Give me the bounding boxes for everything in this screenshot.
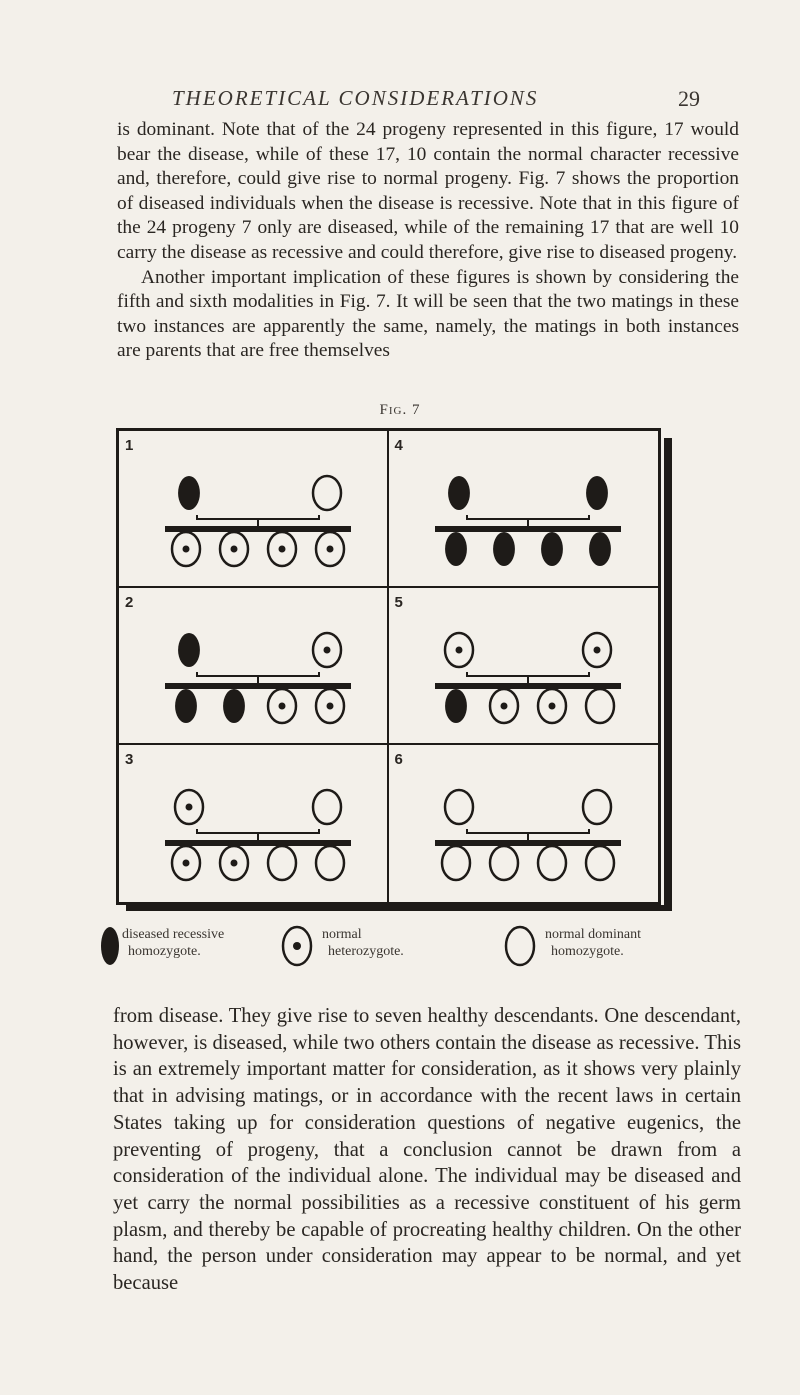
diseased-symbol-icon — [589, 532, 611, 566]
heterozygote-symbol-icon — [220, 532, 248, 566]
heterozygote-symbol-icon — [172, 532, 200, 566]
page-number: 29 — [678, 86, 700, 111]
diseased-symbol-icon — [448, 476, 470, 510]
dominant-symbol-icon — [268, 846, 296, 880]
diseased-symbol-icon — [178, 633, 200, 667]
mating-panel — [389, 588, 659, 745]
paragraph-top — [117, 118, 739, 364]
legend-label-line2: homozygote. — [128, 944, 201, 959]
offspring-bar — [165, 840, 351, 846]
mating-diagram — [389, 588, 659, 745]
mating-panel — [119, 431, 389, 588]
mating-diagram — [119, 588, 389, 745]
figure-caption: Fig. 7 — [379, 402, 421, 418]
diseased-symbol-icon — [586, 476, 608, 510]
legend-label-line2: homozygote. — [551, 944, 624, 959]
legend-label-line1: diseased recessive — [122, 927, 225, 942]
offspring-bar — [435, 683, 621, 689]
dominant-symbol-icon — [490, 846, 518, 880]
mating-panel — [119, 588, 389, 745]
offspring-bar — [435, 526, 621, 532]
mating-panel — [389, 745, 659, 902]
mating-bracket — [467, 515, 589, 527]
dominant-symbol-icon — [313, 790, 341, 824]
dominant-symbol-icon — [313, 476, 341, 510]
mating-bracket — [197, 515, 319, 527]
diseased-symbol-icon — [493, 532, 515, 566]
mating-panel — [119, 745, 389, 902]
panel-number: 6 — [394, 750, 403, 768]
diseased-symbol-icon — [100, 924, 122, 968]
offspring-bar — [165, 683, 351, 689]
panel-number: 3 — [125, 750, 134, 768]
legend-label-line2: heterozygote. — [328, 944, 404, 959]
mating-panel — [389, 431, 659, 588]
heterozygote-symbol-icon — [583, 633, 611, 667]
heterozygote-symbol-icon — [490, 689, 518, 723]
heterozygote-symbol-icon — [313, 633, 341, 667]
figure-7 — [116, 428, 674, 914]
mating-grid — [116, 428, 661, 905]
heterozygote-symbol-icon — [220, 846, 248, 880]
page-header — [0, 86, 800, 116]
mating-diagram — [119, 745, 389, 902]
heterozygote-symbol-icon — [172, 846, 200, 880]
paragraph-top-text-b: Another important implication of these figures is shown by considering the fifth and sixth modalities in Fig. 7. It will be seen that the two matings in these two instances are apparently the same, namely, the matings in both instances are parents that are free themselves — [117, 266, 739, 362]
mating-bracket — [197, 672, 319, 684]
heterozygote-symbol-icon — [175, 790, 203, 824]
figure-shadow-bottom — [126, 905, 672, 911]
dominant-symbol-icon — [586, 689, 614, 723]
heterozygote-symbol-icon — [280, 924, 316, 968]
dominant-symbol-icon — [583, 790, 611, 824]
mating-bracket — [467, 829, 589, 841]
dominant-symbol-icon — [586, 846, 614, 880]
diseased-symbol-icon — [445, 689, 467, 723]
mating-bracket — [197, 829, 319, 841]
legend-label-line1: normal dominant — [545, 927, 642, 942]
dominant-symbol-icon — [316, 846, 344, 880]
heterozygote-symbol-icon — [268, 532, 296, 566]
dominant-symbol-icon — [445, 790, 473, 824]
panel-number: 4 — [394, 437, 403, 454]
diseased-symbol-icon — [223, 689, 245, 723]
heterozygote-symbol-icon — [445, 633, 473, 667]
heterozygote-symbol-icon — [538, 689, 566, 723]
heterozygote-symbol-icon — [268, 689, 296, 723]
panel-number: 1 — [125, 437, 134, 454]
panel-number: 2 — [125, 593, 134, 611]
diseased-symbol-icon — [541, 532, 563, 566]
legend-label-line1: normal — [322, 927, 362, 942]
offspring-bar — [435, 840, 621, 846]
dominant-symbol-icon — [538, 846, 566, 880]
diseased-symbol-icon — [175, 689, 197, 723]
dominant-symbol-icon — [442, 846, 470, 880]
panel-number: 5 — [394, 593, 403, 611]
mating-bracket — [467, 672, 589, 684]
legend — [100, 920, 700, 980]
offspring-bar — [165, 526, 351, 532]
running-title: THEORETICAL CONSIDERATIONS — [172, 86, 539, 110]
diseased-symbol-icon — [445, 532, 467, 566]
figure-shadow-right — [664, 438, 672, 908]
paragraph-bottom: from disease. They give rise to seven healthy descendants. One descendant, however, is diseased, while two others contain the disease as recessive. This is an extremely important matter for consideration, as it shows very plainly that in advising matings, or in accordance with the recent laws in certain States taking up for consideration questions of negative eugenics, the preventing of progeny, that a conclusion cannot be drawn from a consideration of the individual alone. The individual may be diseased and yet carry the normal possibilities as a recessive constituent of his germ plasm, and thereby be capable of procreating healthy children. On the other hand, the person under consideration may appear to be normal, and yet because — [113, 1005, 741, 1295]
mating-diagram — [119, 431, 389, 588]
mating-diagram — [389, 431, 659, 588]
diseased-symbol-icon — [178, 476, 200, 510]
paragraph-top-text-a: is dominant. Note that of the 24 progeny represented in this figure, 17 would bear the disease, while of these 17, 10 contain the normal character recessive and, therefore, could give rise to normal progeny. Fig. 7 shows the proportion of diseased individuals when the disease is recessive. Note that in this figure of the 24 progeny 7 only are diseased, while of the remaining 17 that are well 10 carry the disease as recessive and could therefore, give rise to diseased progeny. — [117, 119, 739, 263]
dominant-symbol-icon — [503, 924, 539, 968]
mating-diagram — [389, 745, 659, 902]
heterozygote-symbol-icon — [316, 532, 344, 566]
heterozygote-symbol-icon — [316, 689, 344, 723]
